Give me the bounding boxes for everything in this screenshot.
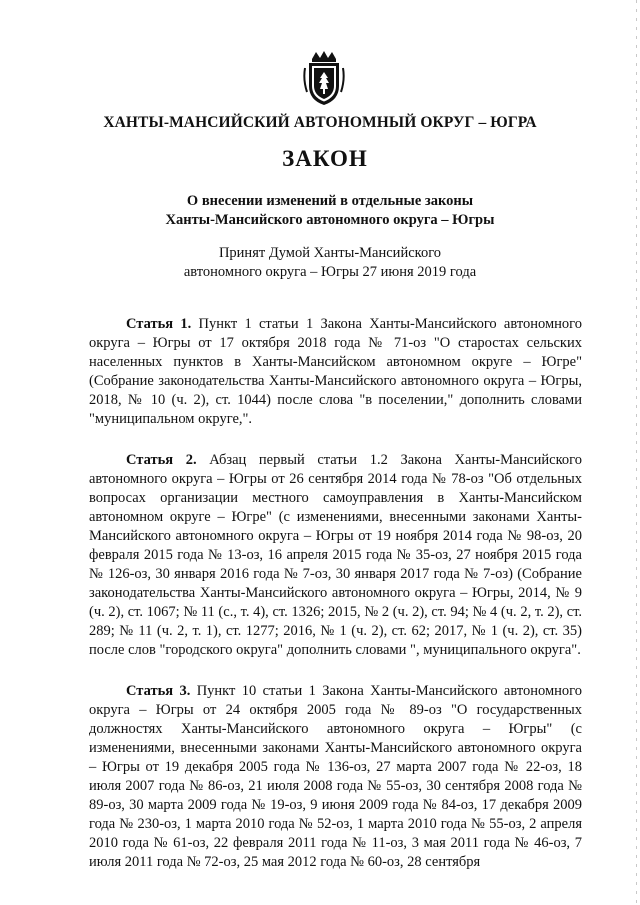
article-1-label: Статья 1. xyxy=(126,316,192,332)
adoption-line-1: Принят Думой Ханты-Мансийского xyxy=(218,245,442,261)
article-2-label: Статья 2. xyxy=(126,452,197,468)
adoption-line-2: автономного округа – Югры 27 июня 2019 года xyxy=(183,264,477,280)
articles-body xyxy=(89,315,582,894)
coat-of-arms-emblem-icon xyxy=(302,50,346,106)
subtitle-line-1: О внесении изменений в отдельные законы xyxy=(186,193,474,209)
subtitle-line-2: Ханты-Мансийского автономного округа – Югры xyxy=(165,212,495,228)
article-3 xyxy=(89,682,582,872)
article-3-label: Статья 3. xyxy=(126,683,191,699)
law-subtitle xyxy=(0,192,640,230)
scan-edge-dots xyxy=(636,0,637,905)
article-1-text: Пункт 1 статьи 1 Закона Ханты-Мансийского автономного округа – Югры от 17 октября 2018 года № 71-оз "О старостах сельских населенных пунктов в Ханты-Мансийском автономном округе – Югре" (Собрание законодательства Ханты-Мансийского автономного округа – Югры, 2018, № 10 (ч. 2), ст. 1044) после слова "в поселении," дополнить словами "муниципальном округе,". xyxy=(89,316,582,427)
article-2-text: Абзац первый статьи 1.2 Закона Ханты-Мансийского автономного округа – Югры от 26 сентября 2014 года № 78-оз "Об отдельных вопросах организации местного самоуправления в Ханты-Мансийском автономном округе – Югре" (с изменениями, внесенными законами Ханты-Мансийского автономного округа – Югры от 19 ноября 2014 года № 98-оз, 20 февраля 2015 года № 13-оз, 16 апреля 2015 года № 35-оз, 27 ноября 2015 года № 126-оз, 30 января 2016 года № 7-оз, 30 января 2017 года № 7-оз) (Собрание законодательства Ханты-Мансийского автономного округа – Югры, 2014, № 9 (ч. 2), ст. 1067; № 11 (с., т. 4), ст. 1326; 2015, № 2 (ч. 2), ст. 94; № 4 (ч. 2, т. 2), ст. 289; № 11 (ч. 2, т. 1), ст. 1277; 2016, № 1 (ч. 2), ст. 62; 2017, № 1 (ч. 2), ст. 35) после слов "городского округа" дополнить словами ", муниципального округа". xyxy=(89,452,583,658)
region-title: ХАНТЫ-МАНСИЙСКИЙ АВТОНОМНЫЙ ОКРУГ – ЮГРА xyxy=(103,114,537,131)
article-2 xyxy=(89,451,582,660)
adoption-note xyxy=(0,244,640,282)
article-3-text: Пункт 10 статьи 1 Закона Ханты-Мансийского автономного округа – Югры от 24 октября 2005 года № 89-оз "О государственных должностях Ханты-Мансийского автономного округа – Югры" (с изменениями, внесенными законами Ханты-Мансийского автономного округа – Югры от 19 декабря 2005 года № 136-оз, 27 марта 2007 года № 22-оз, 18 июля 2007 года № 86-оз, 21 июля 2008 года № 55-оз, 30 сентября 2008 года № 89-оз, 30 марта 2009 года № 19-оз, 9 июня 2009 года № 84-оз, 17 декабря 2009 года № 230-оз, 1 марта 2010 года № 52-оз, 1 марта 2010 года № 55-оз, 2 апреля 2010 года № 61-оз, 22 февраля 2011 года № 11-оз, 3 мая 2011 года № 46-оз, 7 июля 2011 года № 72-оз, 25 мая 2012 года № 60-оз, 28 сентября xyxy=(89,683,582,870)
article-1 xyxy=(89,315,582,429)
law-title: ЗАКОН xyxy=(282,146,368,171)
